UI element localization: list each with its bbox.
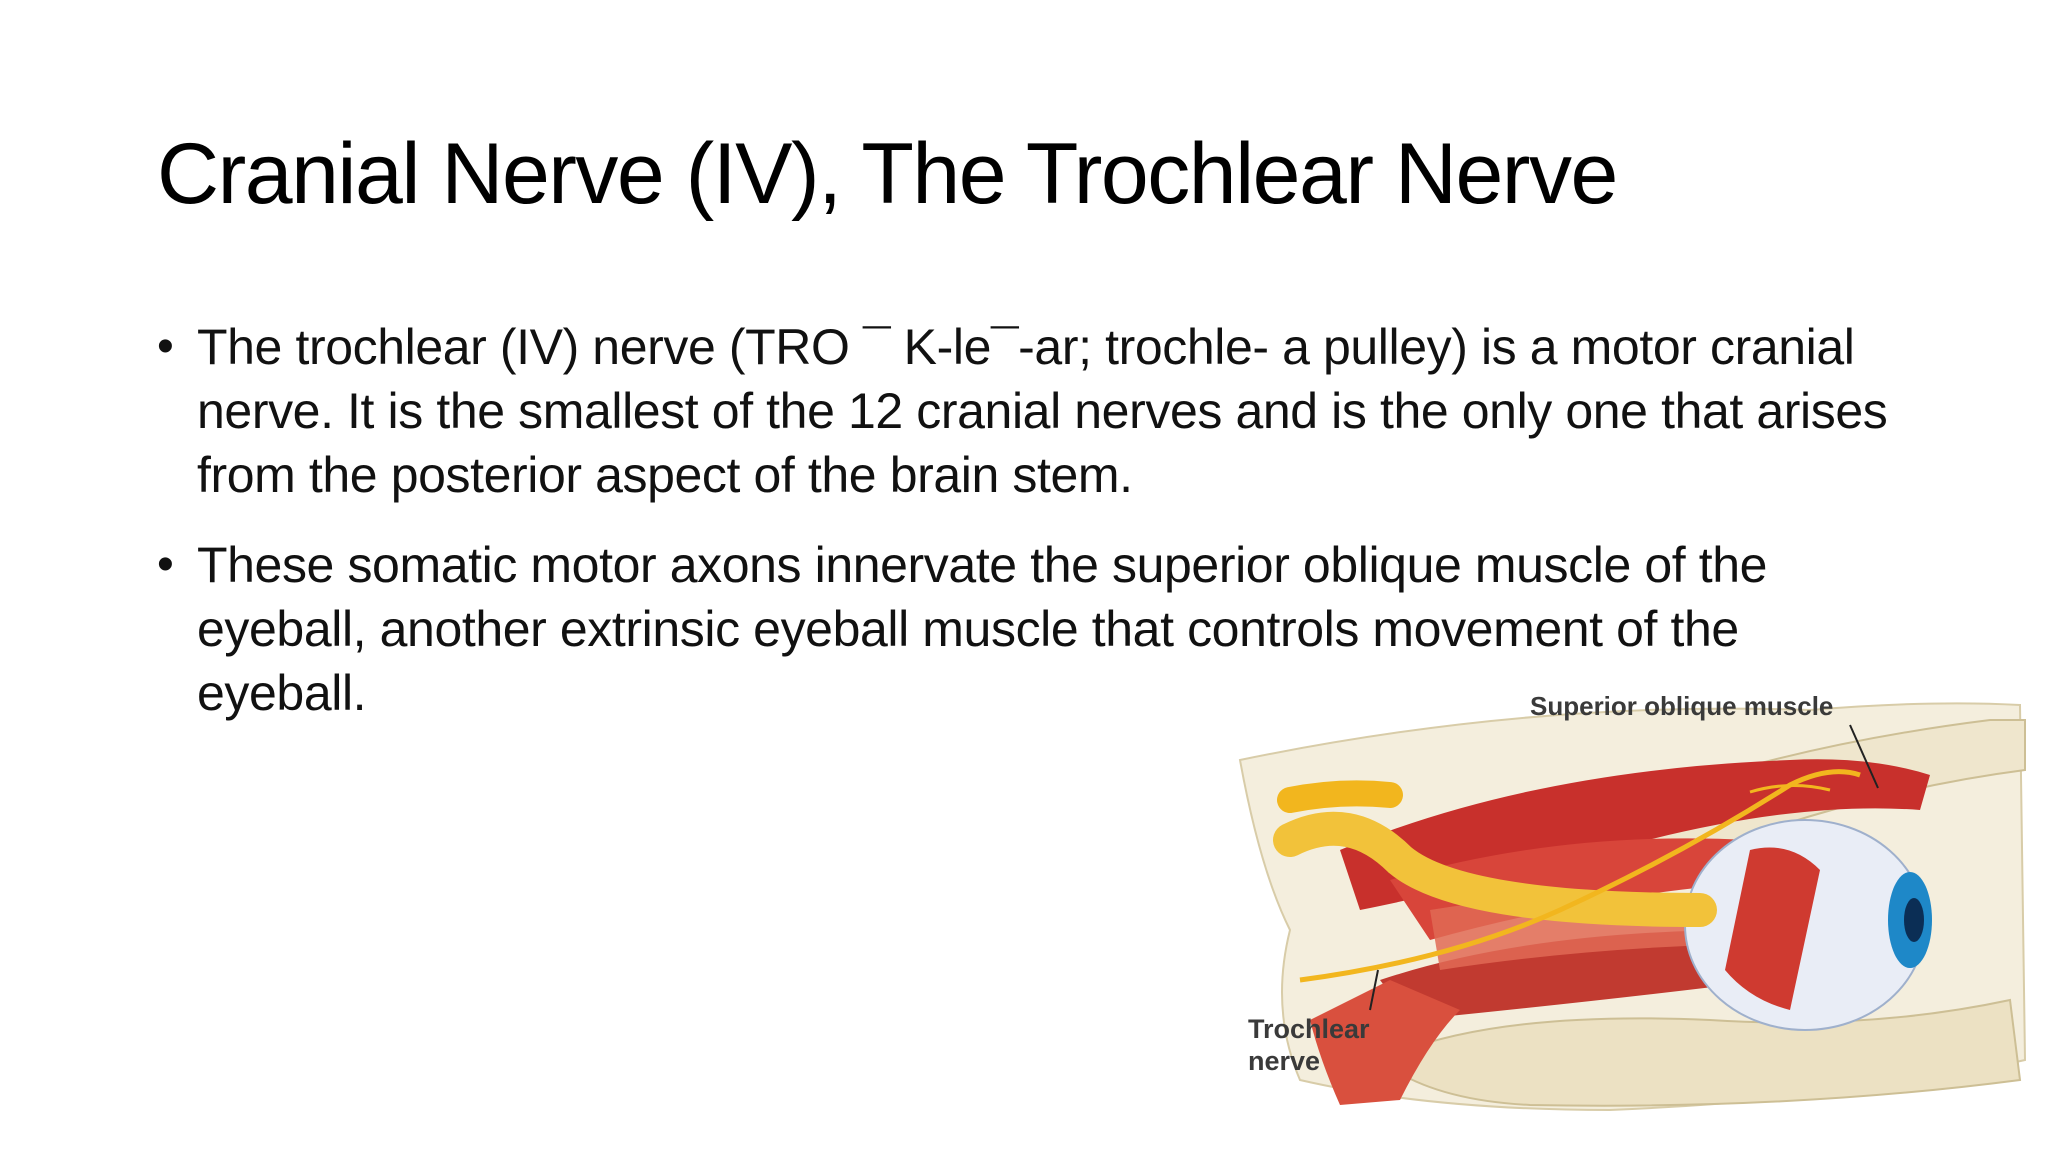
label-trochlear-line2: nerve [1248,1046,1321,1076]
bullet-dot-icon: • [157,538,174,591]
eye-anatomy-drawing [1230,680,2030,1120]
pupil-icon [1904,898,1924,942]
bullet-dot-icon: • [157,320,174,373]
slide-title: Cranial Nerve (IV), The Trochlear Nerve [157,126,1617,222]
label-trochlear-line1: Trochlear [1248,1014,1370,1044]
optic-nerve-branch [1290,793,1390,800]
label-superior-oblique: Superior oblique muscle [1530,691,1834,721]
trochlear-nerve-illustration [1230,680,2030,1120]
bullet-text: These somatic motor axons innervate the superior oblique muscle of the eyeball, another extrinsic eyeball muscle that controls movement of the eyeball. [197,537,1768,721]
bullet-text: The trochlear (IV) nerve (TRO ¯ K-le¯-ar; trochle- a pulley) is a motor cranial nerve. It is the smallest of the 12 cranial nerves and is the only one that arises from the posterior aspect of the brain stem. [197,319,1888,503]
bullet-item [157,315,1917,507]
